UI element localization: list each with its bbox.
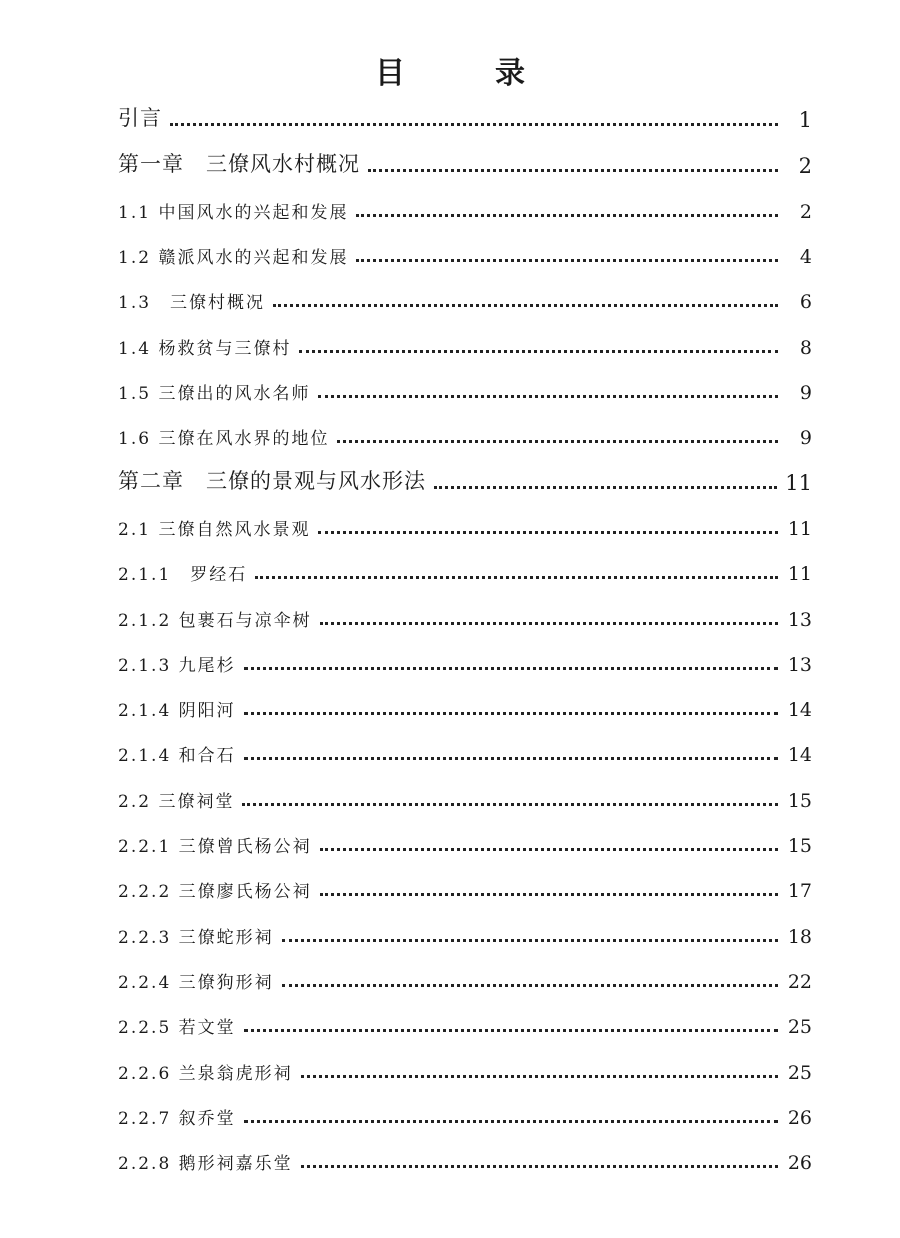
dot-leader <box>320 848 778 851</box>
toc-entry <box>118 140 812 185</box>
toc-entry-label: 2.2.8 鹅形祠嘉乐堂 <box>118 1154 293 1175</box>
toc-entry-label: 1.6 三僚在风水界的地位 <box>118 429 330 450</box>
toc-entry-page-number: 15 <box>787 835 812 858</box>
toc-entry-page-number: 15 <box>787 789 812 812</box>
dot-leader <box>356 214 778 217</box>
toc-entry-page-number: 2 <box>798 153 812 178</box>
toc-entry-label: 1.5 三僚出的风水名师 <box>118 384 311 405</box>
toc-entry-label: 2.1.2 包裹石与凉伞树 <box>118 610 312 631</box>
dot-leader <box>368 169 778 172</box>
dot-leader <box>244 1120 778 1123</box>
dot-leader <box>244 712 778 715</box>
toc-entry <box>118 956 812 1001</box>
toc-entry-label: 2.2.2 三僚廖氏杨公祠 <box>118 882 312 903</box>
dot-leader <box>244 1029 778 1032</box>
toc-entry-page-number: 13 <box>787 608 812 631</box>
table-of-contents <box>118 95 812 1182</box>
toc-entry <box>118 1092 812 1137</box>
toc-entry-page-number: 11 <box>785 470 812 495</box>
toc-entry <box>118 503 812 548</box>
toc-entry-page-number: 18 <box>787 925 812 948</box>
dot-leader <box>318 395 778 398</box>
toc-entry-page-number: 9 <box>799 382 812 405</box>
dot-leader <box>170 123 778 126</box>
toc-entry-label: 2.2.7 叙乔堂 <box>118 1108 236 1129</box>
toc-entry <box>118 593 812 638</box>
toc-entry-page-number: 17 <box>787 880 812 903</box>
dot-leader <box>255 576 778 579</box>
toc-entry-label: 1.4 杨救贫与三僚村 <box>118 338 292 359</box>
dot-leader <box>244 757 778 760</box>
toc-entry-page-number: 6 <box>799 291 812 314</box>
dot-leader <box>282 939 778 942</box>
toc-entry-page-number: 22 <box>787 970 812 993</box>
toc-entry-label: 引言 <box>118 106 162 131</box>
toc-entry-page-number: 25 <box>787 1061 812 1084</box>
toc-entry-page-number: 25 <box>787 1016 812 1039</box>
toc-entry <box>118 774 812 819</box>
toc-entry-label: 2.2.1 三僚曾氏杨公祠 <box>118 837 312 858</box>
toc-entry <box>118 684 812 729</box>
toc-entry <box>118 820 812 865</box>
toc-entry-label: 2.1.3 九尾杉 <box>118 655 236 676</box>
toc-entry-label: 第二章 三僚的景观与风水形法 <box>118 468 426 493</box>
toc-entry-label: 2.2 三僚祠堂 <box>118 791 235 812</box>
toc-entry-label: 2.2.4 三僚狗形祠 <box>118 972 274 993</box>
toc-entry-page-number: 14 <box>787 699 812 722</box>
toc-entry <box>118 412 812 457</box>
toc-entry-label: 2.2.5 若文堂 <box>118 1018 236 1039</box>
toc-entry <box>118 1046 812 1091</box>
dot-leader <box>320 622 778 625</box>
toc-entry-page-number: 9 <box>799 427 812 450</box>
toc-entry-page-number: 1 <box>798 108 812 133</box>
toc-entry <box>118 910 812 955</box>
toc-entry-label: 第一章 三僚风水村概况 <box>118 151 360 176</box>
toc-entry-page-number: 26 <box>787 1152 812 1175</box>
toc-entry <box>118 276 812 321</box>
toc-entry-page-number: 14 <box>787 744 812 767</box>
dot-leader <box>320 893 778 896</box>
toc-entry-label: 1.2 赣派风水的兴起和发展 <box>118 248 349 269</box>
dot-leader <box>273 304 778 307</box>
toc-entry <box>118 1001 812 1046</box>
dot-leader <box>242 803 778 806</box>
toc-entry-page-number: 26 <box>787 1106 812 1129</box>
page-title: 目 录 <box>375 56 555 91</box>
toc-entry-label: 2.1.1 罗经石 <box>118 565 248 586</box>
toc-entry-page-number: 2 <box>799 200 812 223</box>
toc-entry-page-number: 4 <box>799 246 812 269</box>
toc-entry-page-number: 8 <box>799 336 812 359</box>
dot-leader <box>318 531 778 534</box>
dot-leader <box>301 1075 778 1078</box>
toc-entry <box>118 548 812 593</box>
toc-entry-label: 2.2.3 三僚蛇形祠 <box>118 927 274 948</box>
dot-leader <box>337 440 778 443</box>
toc-entry <box>118 865 812 910</box>
toc-entry <box>118 95 812 140</box>
dot-leader <box>244 667 778 670</box>
toc-entry-page-number: 11 <box>787 517 812 540</box>
toc-entry <box>118 186 812 231</box>
dot-leader <box>434 486 777 489</box>
dot-leader <box>282 984 778 987</box>
toc-entry <box>118 729 812 774</box>
toc-entry <box>118 231 812 276</box>
toc-entry <box>118 1137 812 1182</box>
toc-entry <box>118 367 812 412</box>
toc-entry-label: 2.1.4 和合石 <box>118 746 236 767</box>
toc-entry-label: 1.1 中国风水的兴起和发展 <box>118 202 349 223</box>
toc-entry-label: 2.1 三僚自然风水景观 <box>118 519 311 540</box>
toc-entry-label: 2.2.6 兰泉翁虎形祠 <box>118 1063 293 1084</box>
toc-entry-page-number: 13 <box>787 653 812 676</box>
toc-entry-label: 1.3 三僚村概况 <box>118 293 266 314</box>
toc-entry <box>118 639 812 684</box>
toc-entry <box>118 457 812 502</box>
dot-leader <box>356 259 778 262</box>
dot-leader <box>299 350 778 353</box>
dot-leader <box>301 1165 778 1168</box>
toc-entry-label: 2.1.4 阴阳河 <box>118 701 236 722</box>
toc-entry-page-number: 11 <box>787 563 812 586</box>
toc-entry <box>118 321 812 366</box>
